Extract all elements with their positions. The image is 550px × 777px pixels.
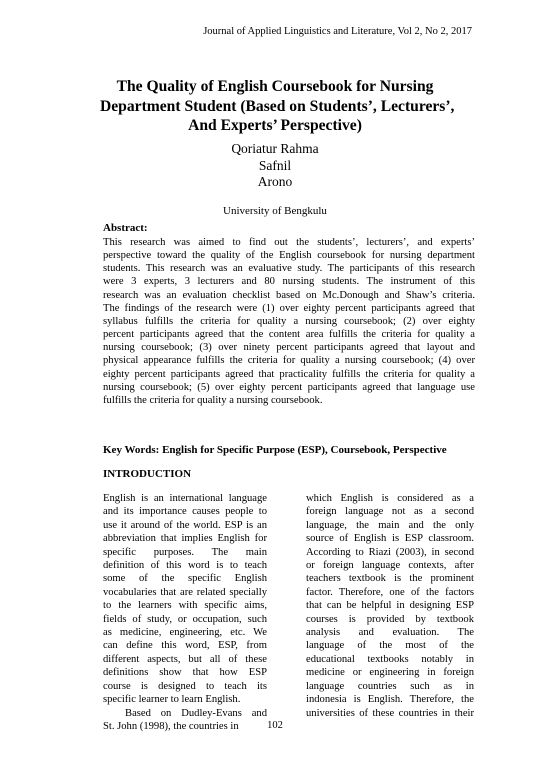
abstract-line: This research was aimed to find out the students’, lecturers’, and experts’ (103, 237, 475, 248)
affiliation: University of Bengkulu (223, 205, 327, 217)
right-column (306, 492, 474, 720)
abstract-line: research was an evaluation checklist based on Mc.Donough and Shaw’s criteria. (103, 289, 475, 301)
abstract-line: physical appearance fulfills the criteria for quality a nursing coursebook; (4) over (103, 355, 475, 367)
column-line: indonesia is English. Therefore, the (306, 694, 474, 706)
column-line: teachers textbook is the prominent (306, 573, 474, 585)
running-head: Journal of Applied Linguistics and Literature, Vol 2, No 2, 2017 (203, 26, 472, 37)
author-name: Safnil (258, 157, 292, 173)
abstract-line: The findings of the research were (1) over eighty percent participants agreed that (103, 302, 475, 314)
column-line: as medicine, engineering, etc. We (103, 627, 267, 639)
author-name: Arono (257, 174, 293, 189)
column-line: analysis and evaluation. The (306, 627, 474, 639)
title-line: And Experts’ Perspective) (188, 117, 362, 134)
column-line: some of the specific English (103, 573, 267, 585)
column-line: language, the main and the only (306, 519, 474, 531)
column-line: courses is provided by textbook (306, 613, 474, 625)
paper-title (100, 77, 455, 136)
column-line: definition of this word is to teach (103, 560, 267, 572)
column-line: St. John (1998), the countries in (103, 720, 239, 732)
column-line: vocabularies that are related specially (103, 586, 267, 598)
column-line: abbreviation that implies English for (103, 533, 267, 545)
column-line: educational textbooks notably in (306, 653, 474, 665)
column-line: medicine or engineering in foreign (306, 667, 474, 679)
abstract-line: nursing coursebook; (3) over ninety percent participants agreed that layout and (103, 342, 475, 354)
column-line: to the learners with specific aims, (103, 600, 267, 612)
column-line: specific learner to learn English. (103, 694, 241, 706)
column-line: that can be helpful in designing ESP (306, 600, 474, 612)
column-line: can define this word, ESP, from (103, 640, 267, 652)
column-line: language countries such as in (306, 680, 474, 692)
abstract-heading: Abstract: (103, 222, 148, 234)
column-line: definitions show that how ESP (103, 667, 267, 679)
abstract-line: nursing coursebook; (5) over eighty percent participants agreed that language use (103, 381, 475, 393)
section-heading-introduction: INTRODUCTION (103, 468, 192, 480)
abstract-line: perspective toward the quality of the English coursebook for nursing department (103, 250, 475, 262)
abstract-line: fulfills the criteria for quality a nursing coursebook. (103, 394, 323, 406)
column-line: universities of these countries in their (306, 707, 474, 719)
column-line: use it around of the world. ESP is an (103, 519, 267, 531)
column-line: course is designed to teach its (103, 680, 267, 692)
title-line: Department Student (Based on Students’, Lecturers’, (100, 97, 455, 115)
abstract-line: students. This research was an evaluative study. The participants of this research (103, 263, 475, 275)
abstract-line: syllabus fulfills the criteria for quality a nursing coursebook; (2) over eighty (103, 315, 475, 327)
column-line: language of the most of the (306, 640, 474, 652)
author-list (100, 141, 450, 191)
column-line: fields of study, or occupation, such (103, 613, 267, 625)
column-line: foreign language not as a second (306, 506, 474, 518)
author-name: Qoriatur Rahma (231, 141, 319, 156)
abstract-line: were 3 experts, 3 lecturers and 80 nursing students. The instrument of this (103, 276, 475, 288)
column-line: different aspects, but all of these (103, 653, 267, 665)
column-line: specific purposes. The main (103, 546, 267, 558)
abstract-line: percent participants agreed that the content area fulfills the criteria for quality a (103, 329, 475, 341)
column-line: and its importance causes people to (103, 506, 267, 518)
column-line: According to Riazi (2003), in second (306, 546, 474, 558)
column-line: factor. Therefore, one of the factors (306, 586, 474, 598)
column-line: Based on Dudley-Evans and (125, 707, 267, 719)
title-line: The Quality of English Coursebook for Nursing (116, 78, 434, 95)
column-line: or foreign language contexts, after (306, 560, 474, 572)
keywords-line: Key Words: English for Specific Purpose (ESP), Coursebook, Perspective (103, 444, 447, 456)
column-line: which English is considered as a (306, 493, 474, 504)
column-line: source of English is ESP classroom. (306, 533, 474, 545)
left-column (103, 492, 267, 733)
abstract-body (103, 236, 475, 407)
column-line: English is an international language (103, 493, 267, 504)
abstract-line: eighty percent participants agreed that practicality fulfills the criteria for quality a (103, 368, 475, 380)
page-number: 102 (267, 720, 283, 731)
